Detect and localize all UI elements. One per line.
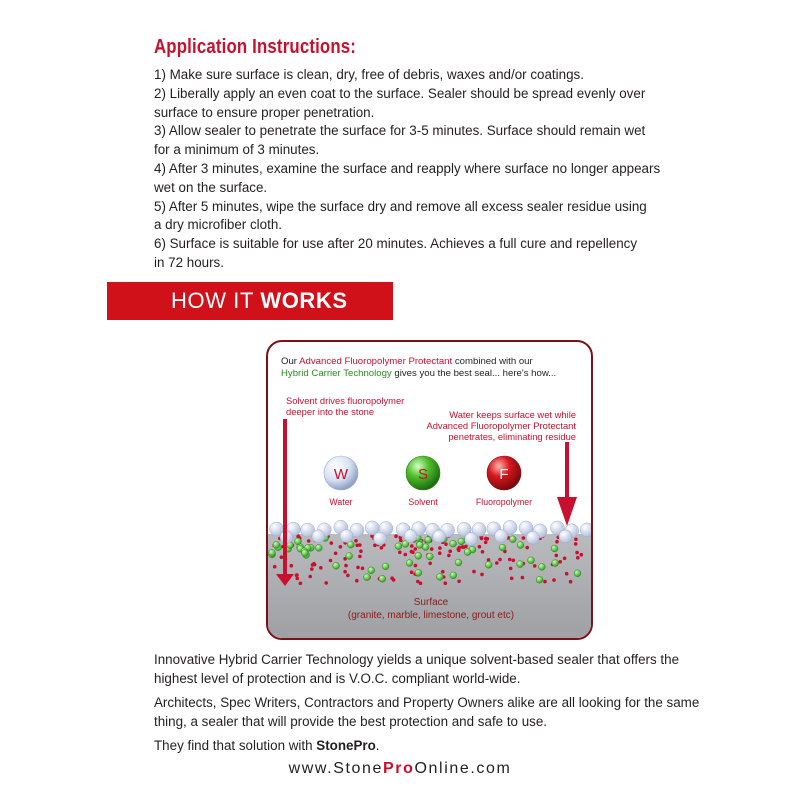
right-note-line-2: Advanced Fluoropolymer Protectant xyxy=(426,420,576,431)
fluoropolymer-particle xyxy=(574,542,578,546)
fluoropolymer-particle xyxy=(438,546,442,550)
fluoropolymer-particle xyxy=(390,576,394,580)
fluoropolymer-particle xyxy=(299,582,303,586)
banner-light-text: HOW IT xyxy=(171,288,261,313)
solvent-particle xyxy=(415,569,422,576)
solvent-particle xyxy=(416,542,423,549)
banner-bold-text: WORKS xyxy=(260,288,348,313)
solvent-particle xyxy=(464,549,471,556)
fluoropolymer-particle xyxy=(339,545,343,549)
how-it-works-diagram xyxy=(266,340,593,640)
fluoropolymer-particle xyxy=(558,560,562,564)
fluoropolymer-particle xyxy=(512,559,516,563)
fluoropolymer-particle xyxy=(414,564,418,568)
fluoropolymer-particle xyxy=(447,554,451,558)
paragraph-hybrid-technology xyxy=(154,651,679,689)
fluoropolymer-particle xyxy=(555,540,559,544)
solvent-particle xyxy=(382,563,389,570)
fluoropolymer-particle xyxy=(457,549,461,553)
water-label: Water xyxy=(329,497,353,507)
step-5: 5) After 5 minutes, wipe the surface dry and remove all excess sealer residue using xyxy=(154,198,647,214)
solvent-particle xyxy=(450,540,457,547)
step-3: 3) Allow sealer to penetrate the surface for 3-5 minutes. Surface should remain wet xyxy=(154,123,646,139)
step-4: 4) After 3 minutes, examine the surface and reapply where surface no longer appears xyxy=(154,160,661,176)
fluoropolymer-particle xyxy=(398,551,402,555)
water-bead xyxy=(580,523,593,537)
solvent-particle xyxy=(425,537,432,544)
fluoropolymer-particle xyxy=(522,536,526,540)
solvent-particle xyxy=(269,550,276,557)
fluoropolymer-particle xyxy=(486,537,490,541)
step-4-cont: wet on the surface. xyxy=(154,179,268,195)
solvent-particle xyxy=(552,560,559,567)
water-bead xyxy=(433,530,446,543)
water-bead xyxy=(465,533,478,546)
fluoropolymer-particle xyxy=(521,576,525,580)
fluoropolymer-particle xyxy=(472,570,476,574)
fluoropolymer-particle xyxy=(508,558,512,562)
fluoropolymer-particle xyxy=(448,549,452,553)
fluoropolymer-particle xyxy=(361,567,365,571)
diagram-caption-line-2: Hybrid Carrier Technology gives you the best seal... here's how... xyxy=(281,368,557,379)
solvent-particle xyxy=(574,570,581,577)
application-instructions-heading: Application Instructions: xyxy=(154,36,357,58)
step-2: 2) Liberally apply an even coat to the surface. Sealer should be spread evenly over xyxy=(154,85,646,101)
solvent-particle xyxy=(333,562,340,569)
how-it-works-banner xyxy=(107,282,393,320)
fluoropolymer-particle xyxy=(296,577,300,581)
water-bead xyxy=(374,532,387,545)
left-note-line-1: Solvent drives fluoropolymer xyxy=(286,395,405,406)
solvent-particle xyxy=(346,553,353,560)
url-prefix: www.Stone xyxy=(288,760,384,777)
fluoropolymer-particle xyxy=(576,556,580,560)
fluoropolymer-legend xyxy=(476,456,532,507)
fluoropolymer-particle xyxy=(552,578,556,582)
fluoropolymer-particle xyxy=(444,581,448,585)
para2-line-1: Architects, Spec Writers, Contractors and Property Owners alike are all looking for the same xyxy=(154,695,700,710)
solvent-particle xyxy=(364,574,371,581)
fluoropolymer-particle xyxy=(525,546,529,550)
fluoropolymer-particle xyxy=(273,565,277,569)
solvent-particle xyxy=(273,541,280,548)
fluoropolymer-particle xyxy=(410,544,414,548)
solvent-particle xyxy=(528,557,535,564)
fluoropolymer-particle xyxy=(464,545,468,549)
fluoropolymer-particle xyxy=(359,549,363,553)
solvent-particle xyxy=(509,536,516,543)
right-note-line-3: penetrates, eliminating residue xyxy=(448,431,576,442)
fluoropolymer-letter: F xyxy=(499,466,509,483)
url-suffix: Online.com xyxy=(414,760,512,777)
solvent-label: Solvent xyxy=(408,497,438,507)
fluoropolymer-label: Fluoropolymer xyxy=(475,497,533,507)
fluoropolymer-particle xyxy=(495,561,499,565)
water-bead xyxy=(312,530,325,543)
fluoropolymer-particle xyxy=(404,553,408,557)
fluoropolymer-particle xyxy=(481,550,485,554)
fluoropolymer-particle xyxy=(358,555,362,559)
fluoropolymer-particle xyxy=(575,551,579,555)
para3-period: . xyxy=(375,738,380,753)
fluoropolymer-particle xyxy=(419,582,423,586)
surface-label: Surface xyxy=(413,597,449,608)
solvent-legend xyxy=(406,456,440,507)
fluoropolymer-particle xyxy=(533,564,537,568)
fluoropolymer-particle xyxy=(355,579,359,583)
solvent-particle xyxy=(517,561,524,568)
brand-stonepro: StonePro xyxy=(316,738,376,753)
para1-line-1: Innovative Hybrid Carrier Technology yields a unique solvent-based sealer that offers the xyxy=(154,652,680,667)
diagram-caption-line-1: Our Advanced Fluoropolymer Protectant combined with our xyxy=(281,356,533,367)
fluoropolymer-particle xyxy=(354,539,358,543)
fluoropolymer-particle xyxy=(563,557,567,561)
fluoropolymer-particle xyxy=(307,539,311,543)
solvent-particle xyxy=(450,572,457,579)
solvent-particle xyxy=(517,542,524,549)
solvent-particle xyxy=(538,564,545,571)
fluoropolymer-particle xyxy=(441,570,445,574)
solvent-particle xyxy=(395,543,402,550)
url-highlight: Pro xyxy=(383,760,415,777)
right-down-arrow-icon xyxy=(557,442,577,526)
fluoropolymer-particle xyxy=(330,541,334,545)
surface-examples: (granite, marble, limestone, grout etc) xyxy=(347,610,515,621)
fluoropolymer-particle xyxy=(344,564,348,568)
solvent-particle xyxy=(427,553,434,560)
solvent-particle xyxy=(315,545,322,552)
fluoropolymer-particle xyxy=(319,566,323,570)
solvent-particle xyxy=(499,544,506,551)
solvent-letter: S xyxy=(417,466,429,483)
fluoropolymer-particle xyxy=(410,570,414,574)
instruction-steps xyxy=(154,66,714,273)
fluoropolymer-particle xyxy=(565,572,569,576)
fluoropolymer-particle xyxy=(484,541,488,545)
fluoropolymer-particle xyxy=(356,566,360,570)
solvent-particle xyxy=(295,538,302,545)
fluoropolymer-particle xyxy=(457,580,461,584)
fluoropolymer-particle xyxy=(580,553,584,557)
solvent-particle xyxy=(301,550,308,557)
solvent-particle xyxy=(368,567,375,574)
fluoropolymer-particle xyxy=(394,534,398,538)
step-6: 6) Surface is suitable for use after 20 minutes. Achieves a full cure and repellency xyxy=(154,236,638,252)
fluoropolymer-particle xyxy=(334,552,338,556)
fluoropolymer-particle xyxy=(444,542,448,546)
fluoropolymer-particle xyxy=(480,537,484,541)
solvent-particle xyxy=(415,552,422,559)
step-2-cont: surface to ensure proper penetration. xyxy=(154,104,375,120)
fluoropolymer-particle xyxy=(410,550,414,554)
step-5-cont: a dry microfiber cloth. xyxy=(154,217,282,233)
fluoropolymer-particle xyxy=(324,581,328,585)
water-bead xyxy=(559,530,572,543)
website-url[interactable] xyxy=(0,760,800,778)
fluoropolymer-particle xyxy=(510,577,514,581)
fluoropolymer-particle xyxy=(574,538,578,542)
solvent-particle xyxy=(485,561,492,568)
fluoropolymer-particle xyxy=(555,554,559,558)
diagram-svg xyxy=(268,342,593,640)
step-6-cont: in 72 hours. xyxy=(154,254,224,270)
paragraph-audience xyxy=(154,694,699,732)
fluoropolymer-particle xyxy=(438,551,442,555)
step-1: 1) Make sure surface is clean, dry, free of debris, waxes and/or coatings. xyxy=(154,67,584,82)
fluoropolymer-particle xyxy=(295,573,299,577)
water-bead xyxy=(526,531,539,544)
fluoropolymer-particle xyxy=(290,564,294,568)
paragraph-solution xyxy=(154,737,380,756)
solvent-particle xyxy=(379,575,386,582)
water-bead xyxy=(495,530,508,543)
fluoropolymer-particle xyxy=(461,545,465,549)
fluoropolymer-particle xyxy=(280,555,284,559)
fluoropolymer-particle xyxy=(329,559,333,563)
water-bead xyxy=(340,530,353,543)
fluoropolymer-particle xyxy=(343,570,347,574)
left-note-line-2: deeper into the stone xyxy=(286,406,375,417)
step-3-cont: for a minimum of 3 minutes. xyxy=(154,142,320,158)
fluoropolymer-particle xyxy=(428,562,432,566)
solvent-particle xyxy=(437,574,444,581)
fluoropolymer-particle xyxy=(308,575,312,579)
fluoropolymer-particle xyxy=(430,547,434,551)
water-legend xyxy=(324,456,358,507)
fluoropolymer-particle xyxy=(498,558,502,562)
fluoropolymer-particle xyxy=(310,567,314,571)
water-bead xyxy=(404,530,417,543)
fluoropolymer-particle xyxy=(569,580,573,584)
solvent-particle xyxy=(406,560,413,567)
para2-line-2: thing, a sealer that will provide the best protection and safe to use. xyxy=(154,713,548,729)
solvent-particle xyxy=(455,559,462,566)
fluoropolymer-particle xyxy=(509,567,513,571)
para3-text: They find that solution with xyxy=(154,738,317,753)
fluoropolymer-particle xyxy=(414,547,418,551)
fluoropolymer-particle xyxy=(399,539,403,543)
solvent-particle xyxy=(458,538,465,545)
para1-line-2: highest level of protection and is V.O.C. compliant world-wide. xyxy=(154,670,521,686)
water-letter: W xyxy=(333,466,349,483)
fluoropolymer-particle xyxy=(480,573,484,577)
fluoropolymer-particle xyxy=(543,580,547,584)
fluoropolymer-particle xyxy=(358,543,362,547)
fluoropolymer-particle xyxy=(478,545,482,549)
fluoropolymer-particle xyxy=(312,562,316,566)
solvent-particle xyxy=(536,576,543,583)
fluoropolymer-particle xyxy=(346,574,350,578)
right-note-line-1: Water keeps surface wet while xyxy=(449,409,576,420)
solvent-particle xyxy=(551,545,558,552)
fluoropolymer-particle xyxy=(380,546,384,550)
